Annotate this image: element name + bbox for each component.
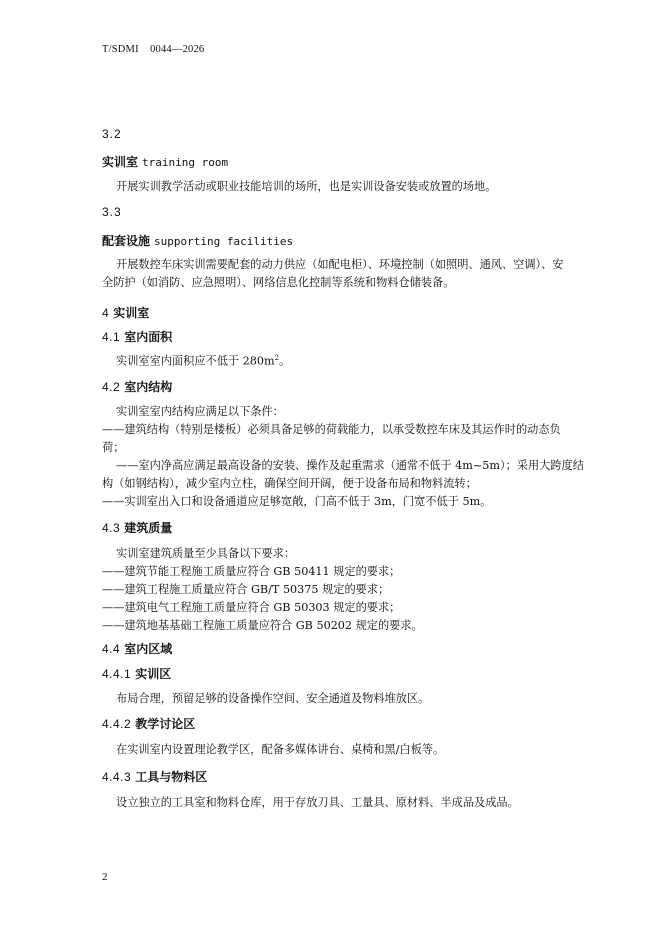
paragraph: 设立独立的工具室和物料仓库，用于存放刀具、工量具、原材料、半成品及成品。 [116,796,519,809]
list-item: ——建筑结构（特别是楼板）必须具备足够的荷载能力，以承受数控车床及其运作时的动态负 [102,423,561,436]
text: 。 [279,354,291,368]
term-zh: 实训室 [102,155,139,169]
section-title: 教学讨论区 [135,717,196,731]
section-number: 4 [102,306,110,320]
section-4-4-heading [102,640,172,657]
term-definition: 开展实训教学活动或职业技能培训的场所，也是实训设备安装或放置的场地。 [116,180,497,193]
section-title: 建筑质量 [124,521,173,535]
section-number: 4.3 [102,521,121,535]
section-4-3-heading [102,519,172,536]
list-item-continuation: 荷； [102,441,125,454]
list-item: ——建筑工程施工质量应符合 GB/T 50375 规定的要求； [102,583,390,596]
superscript: 2 [274,354,280,362]
term-supporting-facilities [102,232,293,249]
section-number: 4.1 [102,330,121,344]
list-item-continuation: 构（如钢结构），减少室内立柱，确保空间开阔，便于设备布局和物料流转； [102,477,477,490]
section-number: 4.2 [102,380,121,394]
term-definition-line: 开展数控车床实训需要配套的动力供应（如配电柜）、环境控制（如照明、通风、空调）、安 [116,258,564,271]
section-number: 4.4.2 [102,717,132,731]
section-title: 室内区域 [124,642,173,656]
paragraph: 布局合理，预留足够的设备操作空间、安全通道及物料堆放区。 [116,692,430,705]
term-training-room [102,153,228,170]
section-4-1-heading [102,328,172,345]
paragraph: 实训室室内结构应满足以下条件： [116,405,284,418]
term-en: training room [142,156,229,169]
section-4-2-heading [102,378,172,395]
page-number: 2 [102,871,108,883]
section-title: 实训区 [135,667,172,681]
section-4-heading [102,304,149,321]
section-4-4-3-heading [102,768,207,785]
clause-3-2-number: 3.2 [102,127,122,141]
text: 实训室室内面积应不低于 280m [116,354,275,368]
section-number: 4.4.1 [102,667,132,681]
list-item: ——室内净高应满足最高设备的安装、操作及起重需求（通常不低于 4m~5m）；采用大跨度结 [116,459,584,472]
section-title: 室内结构 [124,380,173,394]
section-title: 实训室 [113,306,150,320]
list-item: ——建筑地基基础工程施工质量应符合 GB 50202 规定的要求。 [102,619,423,632]
document-header: T/SDMI 0044—2026 [102,44,205,55]
section-number: 4.4 [102,642,121,656]
section-number: 4.4.3 [102,770,132,784]
term-zh: 配套设施 [102,234,151,248]
paragraph: 实训室建筑质量至少具备以下要求： [116,547,296,560]
clause-3-3-number: 3.3 [102,205,122,219]
section-title: 室内面积 [124,330,173,344]
list-item: ——建筑电气工程施工质量应符合 GB 50303 规定的要求； [102,601,401,614]
term-en: supporting facilities [154,235,294,248]
list-item: ——实训室出入口和设备通道应足够宽敞，门高不低于 3m，门宽不低于 5m。 [102,495,492,508]
paragraph: 在实训室内设置理论教学区，配备多媒体讲台、桌椅和黑/白板等。 [116,743,445,756]
section-4-4-2-heading [102,715,195,732]
section-title: 工具与物料区 [135,770,208,784]
term-definition-line: 全防护（如消防、应急照明）、网络信息化控制等系统和物料仓储装备。 [102,276,455,289]
paragraph [116,348,290,372]
section-4-4-1-heading [102,665,171,682]
list-item: ——建筑节能工程施工质量应符合 GB 50411 规定的要求； [102,565,401,578]
